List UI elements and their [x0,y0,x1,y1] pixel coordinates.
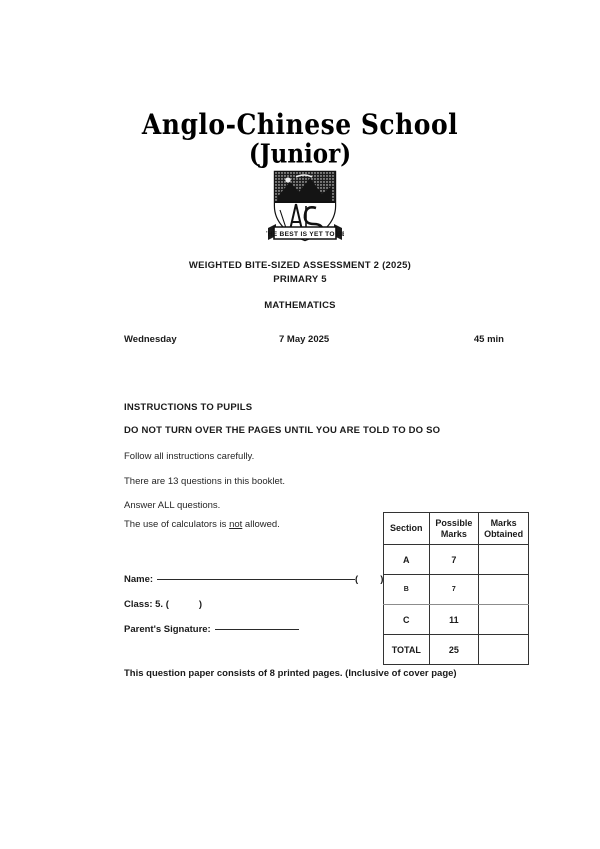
name-index-paren-open: ( [355,574,359,585]
row-possible-c: 11 [429,605,479,635]
header-obtained-line2: Obtained [484,528,524,539]
instruction-item-4 [124,519,280,530]
row-possible-b: 7 [429,575,479,605]
instruction-item-2: There are 13 questions in this booklet. [124,476,286,487]
row-possible-total: 25 [429,635,479,665]
signature-label: Parent's Signature: [124,624,211,635]
row-obtained-c[interactable] [479,605,529,635]
row-obtained-b[interactable] [479,575,529,605]
name-input[interactable] [157,579,355,580]
page-count-note: This question paper consists of 8 printed pages. (Inclusive of cover page) [124,668,457,679]
instructions-warning: DO NOT TURN OVER THE PAGES UNTIL YOU ARE TOLD TO DO SO [124,425,441,436]
instruction-item-3: Answer ALL questions. [124,500,221,511]
school-name: Anglo-Chinese School [141,108,459,141]
name-field-row [124,574,383,585]
header-possible-line1: Possible [435,518,473,528]
header-possible-line2: Marks [440,528,467,539]
class-field-row [124,599,202,610]
signature-field-row [124,624,299,635]
row-possible-a: 7 [429,545,479,575]
assessment-level: PRIMARY 5 [273,274,327,285]
marks-table [383,512,529,665]
class-label: Class: 5. ( [124,599,169,610]
class-paren-close: ) [198,599,203,610]
exam-duration: 45 min [473,334,504,345]
calculator-text-before: The use of calculators is [124,519,230,530]
header-obtained-line1: Marks [490,518,517,528]
marks-table-header-row [384,513,529,545]
table-row [384,545,529,575]
row-section-a: A [384,545,430,575]
row-section-b: B [384,575,430,605]
row-section-total: TOTAL [384,635,430,665]
crest-motto-text: THE BEST IS YET TO BE [266,231,344,239]
header-possible-marks [429,513,479,545]
name-label: Name: [124,574,154,585]
row-obtained-a[interactable] [479,545,529,575]
table-row [384,575,529,605]
name-index-paren-close: ) [380,574,384,585]
instruction-item-1: Follow all instructions carefully. [124,451,255,462]
school-crest-icon [266,166,344,250]
header-section: Section [384,513,430,545]
school-branch: (Junior) [248,139,352,170]
signature-input[interactable] [215,629,299,630]
instructions-heading: INSTRUCTIONS TO PUPILS [124,402,253,413]
row-obtained-total[interactable] [479,635,529,665]
row-section-c: C [384,605,430,635]
exam-day: Wednesday [124,334,177,345]
assessment-subject: MATHEMATICS [264,300,336,311]
assessment-title: WEIGHTED BITE-SIZED ASSESSMENT 2 (2025) [188,260,412,271]
calculator-text-not: not [229,519,243,530]
table-row [384,635,529,665]
exam-date: 7 May 2025 [279,334,330,345]
header-marks-obtained [479,513,529,545]
table-row [384,605,529,635]
calculator-text-after: allowed. [242,519,280,530]
